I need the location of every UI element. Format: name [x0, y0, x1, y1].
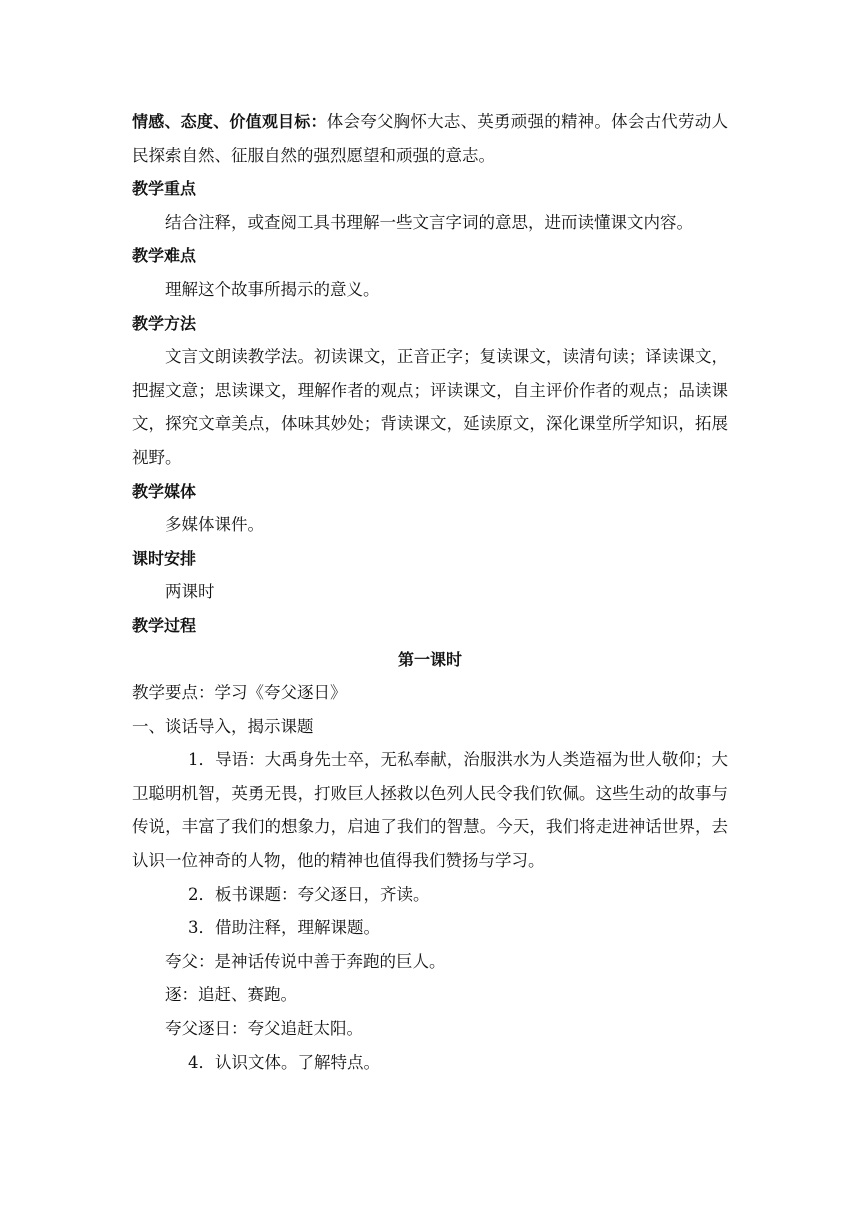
- lesson1-gloss3: 夸父逐日：夸父追赶太阳。: [165, 1019, 363, 1039]
- lesson1-step2: 2．板书课题：夸父逐日，齐读。: [188, 884, 430, 904]
- lesson1-gloss1: 夸父：是神话传说中善于奔跑的巨人。: [165, 951, 446, 971]
- lesson1-key-points: 教学要点：学习《夸父逐日》: [132, 683, 347, 703]
- lesson1-step1: 1．导语：大禹身先士卒，无私奉献，治服洪水为人类造福为世人敬仰；大卫聪明机智，英勇无畏，打败巨人拯救以色列人民令我们钦佩。这些生动的故事与传说，丰富了我们的想象力，启迪了我们的智慧。今天，我们将走进神话世界，去认识一位神奇的人物，他的精神也值得我们赞扬与学习。: [132, 750, 728, 871]
- schedule-heading: 课时安排: [132, 548, 197, 568]
- lesson1-step3: 3．借助注释，理解课题。: [188, 918, 380, 938]
- difficulty-body: 理解这个故事所揭示的意义。: [165, 279, 380, 299]
- schedule-body: 两课时: [165, 582, 215, 602]
- difficulty-heading: 教学难点: [132, 246, 197, 266]
- media-heading: 教学媒体: [132, 481, 197, 501]
- lesson1-part1: 一、谈话导入，揭示课题: [132, 716, 314, 736]
- objectives-label: 情感、态度、价值观目标：: [132, 112, 327, 131]
- document-page: [132, 105, 728, 1079]
- process-heading: 教学过程: [132, 615, 197, 635]
- objectives-text: 体会夸父胸怀大志、英勇顽强的精神。体会古代劳动人民探索自然、征服自然的强烈愿望和顽强的意志。: [132, 112, 728, 165]
- lesson1-step4: 4．认识文体。了解特点。: [188, 1052, 380, 1072]
- objectives-paragraph: [132, 105, 728, 172]
- lesson1-title: 第一课时: [397, 649, 462, 669]
- lesson1-gloss2: 逐：追赶、赛跑。: [165, 985, 297, 1005]
- focus-body: 结合注释，或查阅工具书理解一些文言字词的意思，进而读懂课文内容。: [165, 212, 693, 232]
- media-body: 多媒体课件。: [165, 515, 264, 535]
- focus-heading: 教学重点: [132, 179, 197, 199]
- method-body: 文言文朗读教学法。初读课文，正音正字；复读课文，读清句读；译读课文，把握文意；思读课文，理解作者的观点；评读课文，自主评价作者的观点；品读课文，探究文章美点，体味其妙处；背读课文，延读原文，深化课堂所学知识，拓展视野。: [132, 347, 728, 467]
- method-heading: 教学方法: [132, 313, 197, 333]
